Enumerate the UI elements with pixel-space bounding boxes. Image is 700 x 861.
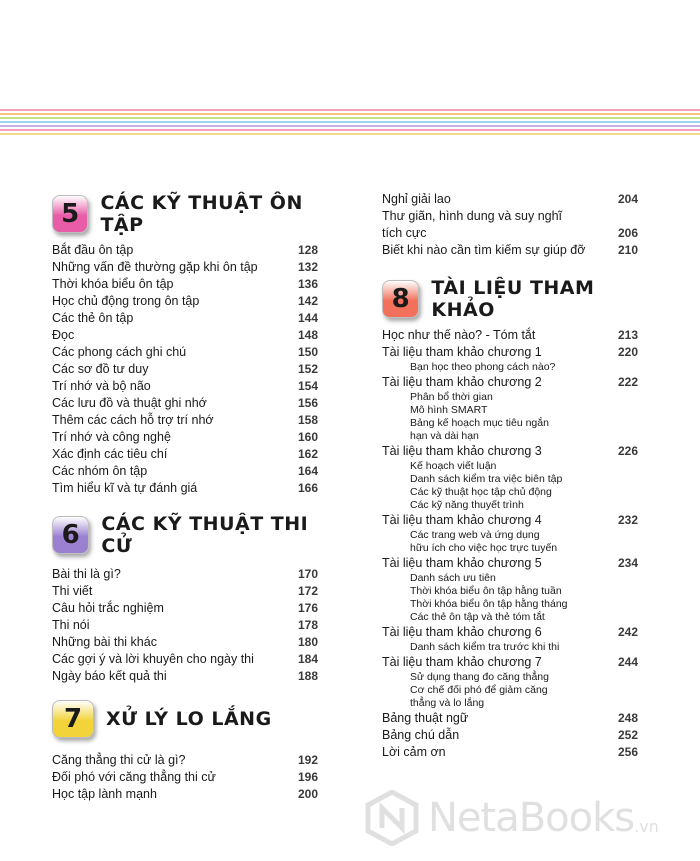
toc-entry-page: 158	[297, 413, 318, 427]
toc-subentry: Bạn học theo phong cách nào?	[410, 361, 556, 373]
stripe-line	[0, 113, 700, 115]
toc-entry-page: 196	[297, 770, 318, 784]
toc-subentry: Sử dụng thang đo căng thẳng	[410, 671, 549, 683]
watermark-brand: NetaBooks	[428, 795, 635, 841]
toc-entry-page: 192	[297, 753, 318, 767]
chapter-7-toc	[52, 752, 318, 803]
toc-entry-title: Những vấn đề thường gặp khi ôn tập	[52, 260, 258, 274]
toc-entry-page: 170	[297, 567, 318, 581]
toc-entry-page: 128	[297, 243, 318, 257]
chapter-7-toc-continued	[382, 191, 638, 259]
toc-entry-title: Các phong cách ghi chú	[52, 345, 187, 359]
toc-entry[interactable]	[52, 583, 318, 600]
toc-entry[interactable]	[52, 786, 318, 803]
toc-entry[interactable]	[382, 327, 638, 344]
toc-entry[interactable]	[382, 654, 638, 671]
toc-subentry: Các kỹ năng thuyết trình	[410, 499, 524, 511]
chapter-6-title: CÁC KỸ THUẬT THI CỬ	[101, 513, 309, 557]
toc-entry[interactable]	[52, 769, 318, 786]
chapter-6-badge: 6	[52, 516, 89, 554]
toc-entry-title: Tài liệu tham khảo chương 5	[382, 556, 542, 570]
toc-entry-page: 142	[297, 294, 318, 308]
toc-entry-title: Học chủ động trong ôn tập	[52, 294, 200, 308]
toc-entry-page: 172	[297, 584, 318, 598]
toc-entry-title: Tài liệu tham khảo chương 3	[382, 444, 542, 458]
chapter-8-heading	[382, 277, 638, 321]
toc-subentry: Danh sách ưu tiên	[410, 572, 496, 584]
toc-entry-title: Bảng chú dẫn	[382, 728, 460, 742]
toc-entry-page: 180	[297, 635, 318, 649]
chapter-5-badge: 5	[52, 195, 88, 233]
rainbow-stripes	[0, 109, 700, 141]
toc-entry-title: Trí nhớ và công nghệ	[52, 430, 171, 444]
toc-entry[interactable]	[382, 512, 638, 529]
toc-entry[interactable]	[52, 259, 318, 276]
toc-subentry: Kế hoạch viết luận	[410, 460, 497, 472]
stripe-line	[0, 109, 700, 111]
toc-entry-page: 232	[617, 513, 638, 527]
chapter-6-heading	[52, 513, 318, 557]
toc-entry[interactable]	[52, 429, 318, 446]
toc-entry[interactable]	[382, 727, 638, 744]
toc-entry-page: 176	[297, 601, 318, 615]
toc-subentry: Các trang web và ứng dụng	[410, 529, 540, 541]
toc-subentry: thẳng và lo lắng	[410, 697, 485, 709]
toc-entry-title: Tài liệu tham khảo chương 4	[382, 513, 542, 527]
toc-entry-page: 226	[617, 444, 638, 458]
toc-entry[interactable]	[52, 651, 318, 668]
toc-subentry: Phân bổ thời gian	[410, 391, 493, 403]
toc-subentry: Mô hình SMART	[410, 404, 488, 416]
toc-entry-title: Những bài thi khác	[52, 635, 157, 649]
toc-entry[interactable]	[382, 624, 638, 641]
watermark-suffix: .vn	[634, 816, 659, 836]
toc-entry-title: Bắt đầu ôn tập	[52, 243, 134, 257]
toc-entry[interactable]	[382, 225, 638, 242]
toc-entry-page: 210	[617, 243, 638, 257]
chapter-5-title: CÁC KỸ THUẬT ÔN TẬP	[100, 192, 303, 236]
toc-entry-title: Các sơ đồ tư duy	[52, 362, 149, 376]
toc-entry-page: 242	[617, 625, 638, 639]
toc-subentry: Danh sách kiểm tra trước khi thi	[410, 641, 560, 653]
toc-entry-title: Nghỉ giải lao	[382, 192, 451, 206]
chapter-7-badge: 7	[52, 700, 94, 738]
stripe-line	[0, 125, 700, 127]
toc-entry-title: Đối phó với căng thẳng thi cử	[52, 770, 216, 784]
chapter-6-toc	[52, 566, 318, 685]
toc-entry-title: Câu hỏi trắc nghiệm	[52, 601, 164, 615]
toc-entry-page: 162	[297, 447, 318, 461]
toc-entry[interactable]	[52, 617, 318, 634]
toc-entry-page: 234	[617, 556, 638, 570]
toc-entry-title: Thời khóa biểu ôn tập	[52, 277, 174, 291]
toc-entry-page: 154	[297, 379, 318, 393]
toc-entry[interactable]	[382, 191, 638, 208]
toc-entry-page: 252	[617, 728, 638, 742]
toc-entry-page: 150	[297, 345, 318, 359]
toc-entry-page: 136	[297, 277, 318, 291]
toc-entry-page: 148	[297, 328, 318, 342]
chapter-8-title: TÀI LIỆU THAM KHẢO	[431, 277, 595, 321]
toc-entry-page: 144	[297, 311, 318, 325]
toc-entry[interactable]	[382, 710, 638, 727]
chapter-5-heading	[52, 192, 318, 236]
toc-entry-title: Tài liệu tham khảo chương 1	[382, 345, 542, 359]
toc-entry[interactable]	[52, 600, 318, 617]
toc-subentry: Thời khóa biểu ôn tập hằng tuần	[410, 585, 562, 597]
toc-entry[interactable]	[52, 634, 318, 651]
toc-entry[interactable]	[52, 395, 318, 412]
toc-entry[interactable]	[52, 752, 318, 769]
toc-subentry: hữu ích cho việc học trực tuyến	[410, 542, 558, 554]
toc-entry[interactable]	[382, 744, 638, 761]
toc-entry-title: Tài liệu tham khảo chương 2	[382, 375, 542, 389]
toc-entry[interactable]	[52, 310, 318, 327]
toc-entry[interactable]	[52, 446, 318, 463]
toc-entry-title: Ngày báo kết quả thi	[52, 669, 167, 683]
toc-entry-page: 248	[617, 711, 638, 725]
toc-entry[interactable]	[52, 293, 318, 310]
netabooks-watermark	[364, 790, 659, 846]
stripe-line	[0, 129, 700, 131]
toc-entry-page: 206	[617, 226, 638, 240]
toc-entry-title: Thi viết	[52, 584, 93, 598]
chapter-7-title: XỬ LÝ LO LẮNG	[106, 708, 272, 730]
toc-subentry: Thời khóa biểu ôn tập hằng tháng	[410, 598, 568, 610]
toc-subentry: Danh sách kiểm tra việc biên tập	[410, 473, 563, 485]
stripe-line	[0, 133, 700, 135]
toc-entry-page: 244	[617, 655, 638, 669]
chapter-8-toc	[382, 327, 638, 761]
toc-entry-page: 220	[617, 345, 638, 359]
toc-entry-title: Các gợi ý và lời khuyên cho ngày thi	[52, 652, 254, 666]
toc-entry[interactable]	[52, 344, 318, 361]
toc-entry[interactable]	[52, 378, 318, 395]
toc-entry-title: tích cực	[382, 226, 427, 240]
toc-entry-page: 178	[297, 618, 318, 632]
toc-entry[interactable]	[382, 443, 638, 460]
toc-entry-page: 204	[617, 192, 638, 206]
toc-entry[interactable]	[52, 327, 318, 344]
stripe-line	[0, 117, 700, 119]
toc-entry-title: Trí nhớ và bộ não	[52, 379, 151, 393]
toc-entry-page: 222	[617, 375, 638, 389]
toc-entry-title: Xác định các tiêu chí	[52, 447, 168, 461]
chapter-7-heading	[52, 700, 272, 738]
toc-entry[interactable]	[52, 566, 318, 583]
toc-entry-page: 156	[297, 396, 318, 410]
toc-entry-page: 164	[297, 464, 318, 478]
toc-entry-title: Bài thi là gì?	[52, 567, 121, 581]
toc-entry[interactable]	[52, 276, 318, 293]
toc-entry-title: Tài liệu tham khảo chương 6	[382, 625, 542, 639]
toc-subentry: Bảng kế hoạch mục tiêu ngắn	[410, 417, 549, 429]
toc-entry-page: 256	[617, 745, 638, 759]
toc-entry-title: Lời cảm ơn	[382, 745, 446, 759]
toc-entry-page: 160	[297, 430, 318, 444]
toc-entry[interactable]	[52, 480, 318, 497]
toc-subentry: Cơ chế đối phó để giảm căng	[410, 684, 548, 696]
toc-entry[interactable]	[52, 242, 318, 259]
toc-entry[interactable]	[382, 344, 638, 361]
toc-entry[interactable]	[52, 463, 318, 480]
toc-entry[interactable]	[52, 361, 318, 378]
toc-entry-title: Bảng thuật ngữ	[382, 711, 469, 725]
toc-entry-title: Các nhóm ôn tập	[52, 464, 148, 478]
toc-entry[interactable]	[52, 412, 318, 429]
toc-entry-page: 152	[297, 362, 318, 376]
toc-entry-title: Đọc	[52, 328, 75, 342]
toc-entry-title: Các lưu đồ và thuật ghi nhớ	[52, 396, 207, 410]
toc-entry-title: Biết khi nào cần tìm kiếm sự giúp đỡ	[382, 243, 586, 257]
toc-entry-title: Thư giãn, hình dung và suy nghĩ	[382, 209, 563, 223]
toc-entry-page: 213	[617, 328, 638, 342]
toc-entry[interactable]	[382, 555, 638, 572]
toc-entry-title: Tìm hiểu kĩ và tự đánh giá	[52, 481, 198, 495]
toc-entry-title: Căng thẳng thi cử là gì?	[52, 753, 186, 767]
toc-entry[interactable]	[382, 242, 638, 259]
toc-subentry: Các thẻ ôn tập và thẻ tóm tắt	[410, 611, 545, 623]
toc-entry-page: 188	[297, 669, 318, 683]
toc-entry-title: Tài liệu tham khảo chương 7	[382, 655, 542, 669]
toc-entry[interactable]	[52, 668, 318, 685]
toc-entry-page: 166	[297, 481, 318, 495]
toc-entry-title: Thi nói	[52, 618, 90, 632]
toc-entry[interactable]	[382, 374, 638, 391]
netabooks-logo-icon	[364, 790, 420, 846]
stripe-line	[0, 121, 700, 123]
toc-subentry: hạn và dài hạn	[410, 430, 479, 442]
toc-entry-title: Học tập lành mạnh	[52, 787, 157, 801]
toc-entry[interactable]	[382, 208, 638, 225]
toc-entry-title: Thêm các cách hỗ trợ trí nhớ	[52, 413, 214, 427]
toc-entry-page: 184	[297, 652, 318, 666]
toc-subentry: Các kỹ thuật học tập chủ động	[410, 486, 552, 498]
chapter-5-toc	[52, 242, 318, 497]
toc-entry-page: 132	[297, 260, 318, 274]
toc-entry-title: Các thẻ ôn tập	[52, 311, 134, 325]
toc-entry-title: Học như thế nào? - Tóm tắt	[382, 328, 536, 342]
chapter-8-badge: 8	[382, 280, 419, 318]
toc-entry-page: 200	[297, 787, 318, 801]
